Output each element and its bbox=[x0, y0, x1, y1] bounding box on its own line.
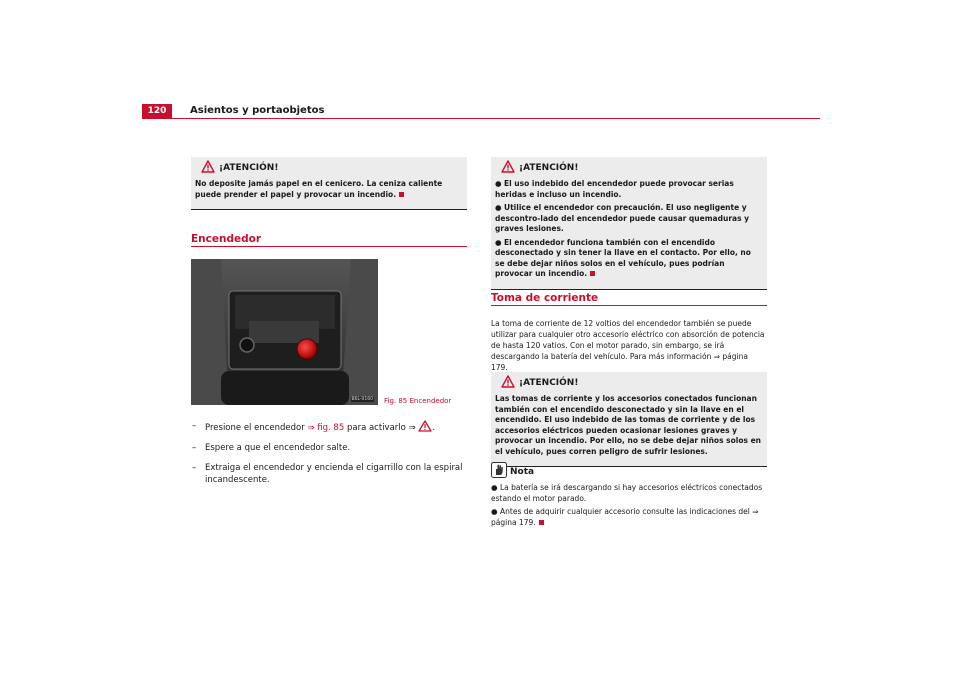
warning-triangle-icon bbox=[501, 160, 515, 173]
end-of-section-mark bbox=[399, 192, 404, 197]
console-illustration bbox=[191, 259, 378, 405]
note-title: Nota bbox=[510, 467, 535, 477]
note-bullet: ● La batería se irá descargando si hay accesorios eléctricos conectados estando el motor parado. bbox=[491, 483, 763, 503]
step-item: – Espere a que el encendedor salte. bbox=[192, 443, 351, 453]
page-number: 120 bbox=[142, 104, 172, 118]
warning-triangle-icon bbox=[501, 375, 515, 388]
warning-box-ashtray bbox=[191, 157, 467, 210]
warning-text: Las tomas de corriente y los accesorios conectados funcionan también con el encendido desconectado y sin la llave en el encendido. El uso indebido de las tomas de corriente y de los accesorios eléctricos pueden ocasionar lesiones graves y provocar un incendio. Por ello, no se debe dejar niños solos en el vehículo, pues corren peligro de sufrir lesiones. bbox=[495, 394, 762, 456]
end-of-section-mark bbox=[539, 520, 544, 525]
warning-triangle-icon bbox=[201, 160, 215, 173]
warning-text: No deposite jamás papel en el cenicero. La ceniza caliente puede prender el papel y provocar un incendio. bbox=[195, 179, 443, 199]
warning-title: ¡ATENCIÓN! bbox=[219, 163, 279, 173]
section-rule bbox=[191, 246, 467, 247]
note-bullet: ● Antes de adquirir cualquier accesorio consulte las indicaciones del ⇒ página 179. bbox=[491, 507, 759, 527]
warning-bullet: ● El encendedor funciona también con el encendido desconectado y sin tener la llave en el contacto. Por ello, no se debe dejar niños solos en el vehículo, pues podrían provocar un incendio. bbox=[495, 237, 751, 278]
warning-box-lighter bbox=[491, 157, 767, 290]
body-paragraph: La toma de corriente de 12 voltios del encendedor también se puede utilizar para cualquier otro accesorio eléctrico con absorción de potencia de hasta 120 vatios. Con el motor parado, sin embargo, se irá descargando la batería del vehículo. Para más información ⇒ página 179. bbox=[491, 319, 765, 372]
step-dash: – bbox=[192, 421, 197, 431]
warning-title: ¡ATENCIÓN! bbox=[519, 163, 579, 173]
end-of-section-mark bbox=[590, 271, 595, 276]
warning-bullet: ● El uso indebido del encendedor puede provocar serias heridas e incluso un incendio. bbox=[495, 179, 734, 199]
note-body bbox=[491, 482, 767, 530]
section-title-encendedor: Encendedor bbox=[191, 233, 262, 245]
note-hand-icon bbox=[491, 462, 507, 478]
step-item: – Extraiga el encendedor y encienda el cigarrillo con la espiral incandescente. bbox=[192, 463, 463, 485]
fig-ref-arrow: ⇒ bbox=[307, 423, 315, 433]
section-title-toma-de-corriente: Toma de corriente bbox=[491, 292, 599, 304]
section-rule bbox=[491, 305, 767, 306]
step-dash: – bbox=[192, 443, 197, 453]
figure-photo-lighter bbox=[191, 259, 378, 405]
warning-ref-arrow: ⇒ bbox=[408, 423, 416, 433]
warning-box-power-outlet bbox=[491, 372, 767, 467]
step-item: – Presione el encendedor ⇒ fig. 85 para activarlo ⇒ . bbox=[192, 421, 436, 433]
running-header-title: Asientos y portaobjetos bbox=[190, 105, 325, 116]
fig-ref-link[interactable]: fig. 85 bbox=[317, 423, 345, 433]
header-rule bbox=[142, 118, 820, 119]
warning-bullet: ● Utilice el encendedor con precaución. El uso negligente y descontro-lado del encendedor puede causar quemaduras y graves lesiones. bbox=[495, 203, 750, 233]
photo-code: B6L-0160 bbox=[351, 397, 373, 402]
step-list bbox=[192, 420, 468, 494]
step-dash: – bbox=[192, 463, 197, 473]
warning-triangle-icon[interactable] bbox=[418, 420, 432, 432]
warning-title: ¡ATENCIÓN! bbox=[519, 378, 579, 388]
figure-caption: Fig. 85 Encendedor bbox=[384, 397, 452, 405]
